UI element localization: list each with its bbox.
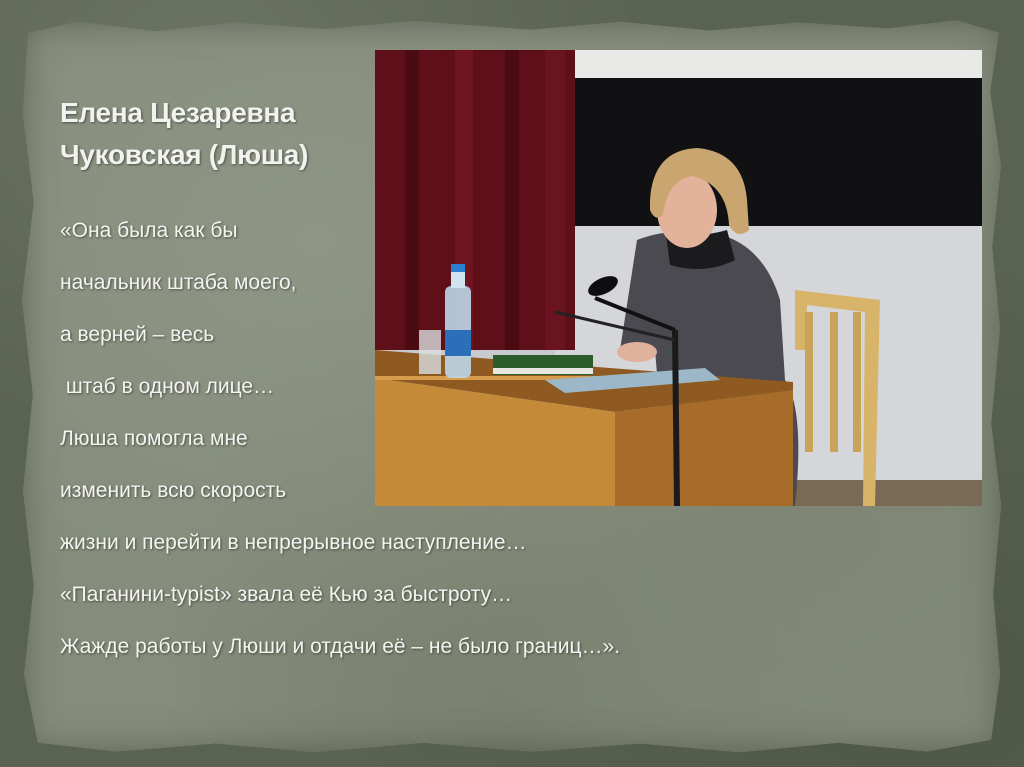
quote-line-1: «Она была как бы <box>60 219 238 242</box>
quote-text <box>60 213 620 681</box>
quote-line-9: Жажде работы у Люши и отдачи её – не было границ…». <box>60 635 621 658</box>
slide-title <box>60 92 308 176</box>
quote-line-7: жизни и перейти в непрерывное наступление… <box>60 531 527 554</box>
title-line-2: Чуковская (Люша) <box>60 139 309 170</box>
title-line-1: Елена Цезаревна <box>60 97 296 128</box>
quote-line-3: а верней – весь <box>60 323 215 346</box>
quote-line-5: Люша помогла мне <box>60 427 248 450</box>
quote-line-8: «Паганини-typist» звала её Кью за быстроту… <box>60 583 513 606</box>
quote-line-4: штаб в одном лице… <box>60 375 275 398</box>
quote-line-2: начальник штаба моего, <box>60 271 297 294</box>
quote-line-6: изменить всю скорость <box>60 479 287 502</box>
